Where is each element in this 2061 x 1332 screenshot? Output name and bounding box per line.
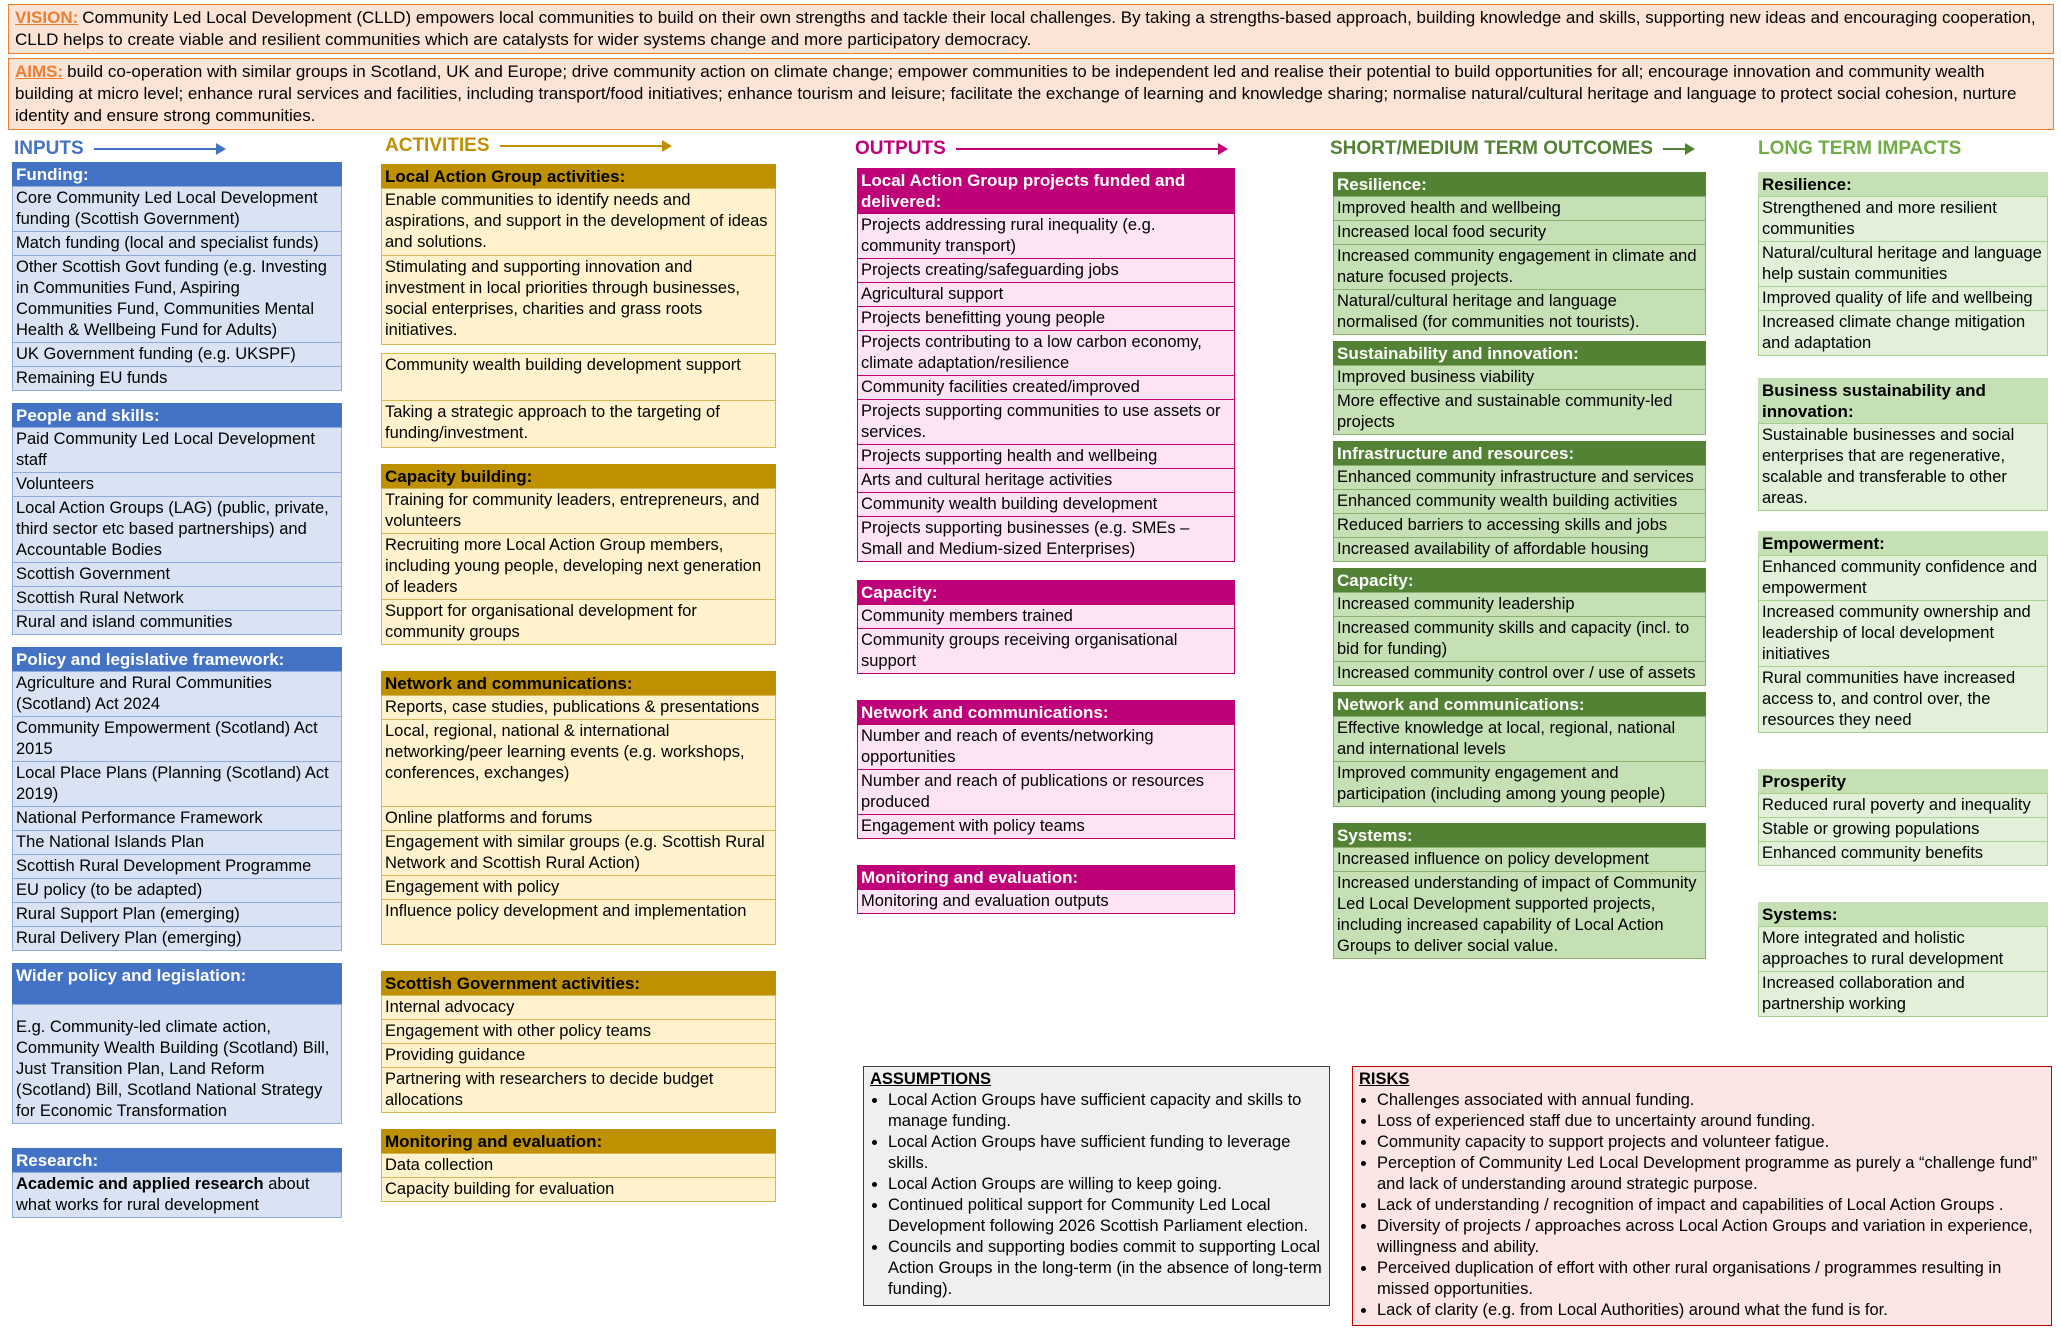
list-item: Increased community skills and capacity (incl. to bid for funding): [1333, 616, 1706, 662]
assumptions-title: ASSUMPTIONS: [870, 1070, 992, 1088]
aims-banner: [8, 58, 2054, 130]
outputs-column: [857, 168, 1235, 914]
section-title: Monitoring and evaluation:: [857, 865, 1235, 890]
list-item: Engagement with other policy teams: [381, 1019, 776, 1044]
list-item: [12, 1172, 342, 1218]
list-item: Projects addressing rural inequality (e.g. community transport): [857, 213, 1235, 259]
list-item: Community facilities created/improved: [857, 375, 1235, 400]
section-title: Local Action Group activities:: [381, 164, 776, 189]
list-item: Engagement with similar groups (e.g. Scottish Rural Network and Scottish Rural Action): [381, 830, 776, 876]
section-title: Scottish Government activities:: [381, 971, 776, 996]
list-item: Community groups receiving organisational support: [857, 628, 1235, 674]
list-item: Projects supporting businesses (e.g. SMEs – Small and Medium-sized Enterprises): [857, 516, 1235, 562]
outputs-projects-section: [857, 168, 1235, 562]
section-title: Systems:: [1333, 823, 1706, 848]
list-item: Increased community engagement in climate and nature focused projects.: [1333, 244, 1706, 290]
section-title: Resilience:: [1758, 172, 2048, 197]
list-item: Sustainable businesses and social enterprises that are regenerative, scalable and transferable to other areas.: [1758, 423, 2048, 511]
list-item: Stable or growing populations: [1758, 817, 2048, 842]
risks-box: [1352, 1066, 2052, 1326]
list-item: National Performance Framework: [12, 806, 342, 831]
list-item: Taking a strategic approach to the targeting of funding/investment.: [381, 400, 776, 448]
list-item: Natural/cultural heritage and language help sustain communities: [1758, 241, 2048, 287]
right-arrow-icon: [1663, 148, 1693, 150]
activities-heading: ACTIVITIES: [385, 135, 670, 157]
list-item: Online platforms and forums: [381, 806, 776, 831]
list-item: Projects supporting communities to use assets or services.: [857, 399, 1235, 445]
vision-banner: [8, 4, 2054, 54]
short-term-capacity-section: [1333, 568, 1706, 686]
inputs-column: [12, 162, 342, 1218]
list-item: • Perceived duplication of effort with other rural organisations / programmes resulting in missed opportunities.: [1377, 1258, 2045, 1300]
inputs-heading: INPUTS: [14, 138, 224, 160]
section-title: Capacity:: [1333, 568, 1706, 593]
list-item: Projects contributing to a low carbon economy, climate adaptation/resilience: [857, 330, 1235, 376]
list-item: Local Place Plans (Planning (Scotland) Act 2019): [12, 761, 342, 807]
list-item: Scottish Rural Development Programme: [12, 854, 342, 879]
list-item: Providing guidance: [381, 1043, 776, 1068]
vision-text: Community Led Local Development (CLLD) empowers local communities to build on their own strengths and tackle their local challenges. By taking a strengths-based approach, building knowledge and skills, supporting new ideas and encouraging cooperation, CLLD helps to create viable and resilient communities which are catalysts for wider systems change and more participatory democracy.: [15, 8, 2036, 49]
list-item: Increased community leadership: [1333, 592, 1706, 617]
list-item: Local Action Groups (LAG) (public, private, third sector etc based partnerships) and Accountable Bodies: [12, 496, 342, 563]
list-item: Match funding (local and specialist funds): [12, 231, 342, 256]
list-item: Volunteers: [12, 472, 342, 497]
section-title: Capacity:: [857, 580, 1235, 605]
right-arrow-icon: [94, 148, 224, 150]
long-term-systems-section: [1758, 902, 2048, 1017]
list-item: More effective and sustainable community-led projects: [1333, 389, 1706, 435]
list-item: Paid Community Led Local Development staff: [12, 427, 342, 473]
list-item: Projects benefitting young people: [857, 306, 1235, 331]
assumptions-box: [863, 1066, 1330, 1306]
section-title: Business sustainability and innovation:: [1758, 378, 2048, 424]
activities-sg-section: [381, 971, 776, 1113]
list-item: Training for community leaders, entrepreneurs, and volunteers: [381, 488, 776, 534]
section-title: Research:: [12, 1148, 342, 1173]
list-item: UK Government funding (e.g. UKSPF): [12, 342, 342, 367]
short-term-sustainability-section: [1333, 341, 1706, 435]
list-item: Enable communities to identify needs and aspirations, and support in the development of ideas and solutions.: [381, 188, 776, 256]
section-title: Infrastructure and resources:: [1333, 441, 1706, 466]
section-title: Policy and legislative framework:: [12, 647, 342, 672]
list-item: • Councils and supporting bodies commit to supporting Local Action Groups in the long-term (in the absence of long-term funding).: [888, 1237, 1323, 1300]
list-item: Increased community control over / use of assets: [1333, 661, 1706, 686]
outputs-network-section: [857, 700, 1235, 839]
list-item: Natural/cultural heritage and language normalised (for communities not tourists).: [1333, 289, 1706, 335]
list-item: Engagement with policy teams: [857, 814, 1235, 839]
activities-lag-section: [381, 164, 776, 448]
list-item: Stimulating and supporting innovation and investment in local priorities through businesses, social enterprises, charities and grass roots initiatives.: [381, 255, 776, 345]
list-item: Community wealth building development support: [381, 353, 776, 401]
long-term-resilience-section: [1758, 172, 2048, 356]
short-term-heading: SHORT/MEDIUM TERM OUTCOMES: [1330, 138, 1693, 160]
list-item: Community members trained: [857, 604, 1235, 629]
section-title: Sustainability and innovation:: [1333, 341, 1706, 366]
list-item: Increased collaboration and partnership working: [1758, 971, 2048, 1017]
list-item: Number and reach of publications or resources produced: [857, 769, 1235, 815]
list-item: Increased climate change mitigation and adaptation: [1758, 310, 2048, 356]
list-item: Other Scottish Govt funding (e.g. Investing in Communities Fund, Aspiring Communities Fund, Communities Mental Health & Wellbeing Fund for Adults): [12, 255, 342, 343]
list-item: Improved business viability: [1333, 365, 1706, 390]
list-item: Community Empowerment (Scotland) Act 2015: [12, 716, 342, 762]
list-item: Support for organisational development for community groups: [381, 599, 776, 645]
list-item: Enhanced community confidence and empowerment: [1758, 555, 2048, 601]
list-item: Enhanced community infrastructure and services: [1333, 465, 1706, 490]
list-item: Increased understanding of impact of Community Led Local Development supported projects, including increased capability of Local Action Groups to deliver social value.: [1333, 871, 1706, 959]
vision-label: VISION:: [15, 8, 79, 27]
long-term-heading: LONG TERM IMPACTS: [1758, 138, 1962, 159]
long-term-business-section: [1758, 378, 2048, 511]
list-item: Capacity building for evaluation: [381, 1177, 776, 1202]
inputs-research-section: [12, 1148, 342, 1218]
list-item: Increased availability of affordable housing: [1333, 537, 1706, 562]
short-term-infrastructure-section: [1333, 441, 1706, 562]
list-item: Number and reach of events/networking opportunities: [857, 724, 1235, 770]
inputs-wider-section: [12, 963, 342, 1124]
research-text: about what works for rural development: [16, 1175, 310, 1214]
short-term-column: [1333, 172, 1706, 959]
list-item: Agricultural support: [857, 282, 1235, 307]
section-title: Network and communications:: [857, 700, 1235, 725]
list-item: Rural Delivery Plan (emerging): [12, 926, 342, 951]
list-item: The National Islands Plan: [12, 830, 342, 855]
assumptions-list: [870, 1090, 1323, 1300]
list-item: Partnering with researchers to decide budget allocations: [381, 1067, 776, 1113]
long-term-prosperity-section: [1758, 769, 2048, 866]
list-item: Agriculture and Rural Communities (Scotland) Act 2024: [12, 671, 342, 717]
right-arrow-icon: [956, 148, 1226, 150]
list-item: Improved quality of life and wellbeing: [1758, 286, 2048, 311]
list-item: Influence policy development and implementation: [381, 899, 776, 945]
list-item: Rural Support Plan (emerging): [12, 902, 342, 927]
list-item: Reports, case studies, publications & presentations: [381, 695, 776, 720]
list-item: Reduced rural poverty and inequality: [1758, 793, 2048, 818]
list-item: Arts and cultural heritage activities: [857, 468, 1235, 493]
list-item: More integrated and holistic approaches to rural development: [1758, 926, 2048, 972]
list-item: Increased community ownership and leadership of local development initiatives: [1758, 600, 2048, 667]
long-term-column: [1758, 172, 2048, 1017]
list-item: Community wealth building development: [857, 492, 1235, 517]
list-item: E.g. Community-led climate action, Community Wealth Building (Scotland) Bill, Just Transition Plan, Land Reform (Scotland) Bill, Scotland National Strategy for Economic Transformation: [12, 1004, 342, 1124]
inputs-funding-section: [12, 162, 342, 391]
outputs-monitoring-section: [857, 865, 1235, 914]
list-item: Scottish Government: [12, 562, 342, 587]
right-arrow-icon: [500, 145, 670, 147]
list-item: Projects supporting health and wellbeing: [857, 444, 1235, 469]
risks-list: [1359, 1090, 2045, 1321]
inputs-people-section: [12, 403, 342, 635]
section-title: Prosperity: [1758, 769, 2048, 794]
short-term-resilience-section: [1333, 172, 1706, 335]
list-item: • Lack of understanding / recognition of impact and capabilities of Local Action Groups .: [1377, 1195, 2045, 1216]
list-item: Monitoring and evaluation outputs: [857, 889, 1235, 914]
list-item: Local, regional, national & international networking/peer learning events (e.g. workshops, conferences, exchanges): [381, 719, 776, 807]
section-title: Resilience:: [1333, 172, 1706, 197]
inputs-policy-section: [12, 647, 342, 951]
list-item: Effective knowledge at local, regional, national and international levels: [1333, 716, 1706, 762]
list-item: Scottish Rural Network: [12, 586, 342, 611]
risks-title: RISKS: [1359, 1070, 1410, 1088]
section-title: Funding:: [12, 162, 342, 187]
list-item: Strengthened and more resilient communities: [1758, 196, 2048, 242]
long-term-empowerment-section: [1758, 531, 2048, 733]
activities-capacity-section: [381, 464, 776, 645]
list-item: Increased influence on policy development: [1333, 847, 1706, 872]
list-item: • Perception of Community Led Local Development programme as purely a “challenge fund” and lack of understanding around strategic purpose.: [1377, 1153, 2045, 1195]
section-title: Empowerment:: [1758, 531, 2048, 556]
list-item: Data collection: [381, 1153, 776, 1178]
list-item: Enhanced community benefits: [1758, 841, 2048, 866]
list-item: • Lack of clarity (e.g. from Local Authorities) around what the fund is for.: [1377, 1300, 2045, 1321]
list-item: Internal advocacy: [381, 995, 776, 1020]
list-item: • Local Action Groups have sufficient capacity and skills to manage funding.: [888, 1090, 1323, 1132]
aims-text: build co-operation with similar groups in Scotland, UK and Europe; drive community action on climate change; empower communities to be independent led and realise their potential to build opportunities for all; encourage innovation and community wealth building at micro level; enhance rural services and facilities, including transport/food initiatives; enhance tourism and leisure; facilitate the exchange of learning and knowledge sharing; normalise natural/cultural heritage and language to protect social cohesion, nurture identity and ensure strong communities.: [15, 62, 2017, 125]
list-item: • Continued political support for Community Led Local Development following 2026 Scottish Parliament election.: [888, 1195, 1323, 1237]
activities-column: [381, 164, 776, 1202]
list-item: • Diversity of projects / approaches across Local Action Groups and variation in experience, willingness and ability.: [1377, 1216, 2045, 1258]
list-item: • Community capacity to support projects and volunteer fatigue.: [1377, 1132, 2045, 1153]
aims-label: AIMS:: [15, 62, 64, 81]
list-item: Improved community engagement and participation (including among young people): [1333, 761, 1706, 807]
list-item: Engagement with policy: [381, 875, 776, 900]
short-term-systems-section: [1333, 823, 1706, 959]
list-item: EU policy (to be adapted): [12, 878, 342, 903]
list-item: • Loss of experienced staff due to uncertainty around funding.: [1377, 1111, 2045, 1132]
list-item: Rural communities have increased access to, and control over, the resources they need: [1758, 666, 2048, 733]
list-item: Core Community Led Local Development funding (Scottish Government): [12, 186, 342, 232]
list-item: Rural and island communities: [12, 610, 342, 635]
list-item: Reduced barriers to accessing skills and jobs: [1333, 513, 1706, 538]
list-item: Increased local food security: [1333, 220, 1706, 245]
section-title: Monitoring and evaluation:: [381, 1129, 776, 1154]
list-item: Improved health and wellbeing: [1333, 196, 1706, 221]
list-item: Enhanced community wealth building activities: [1333, 489, 1706, 514]
outputs-heading: OUTPUTS: [855, 138, 1226, 160]
section-title: Network and communications:: [381, 671, 776, 696]
short-term-network-section: [1333, 692, 1706, 807]
research-bold-text: Academic and applied research: [16, 1175, 264, 1193]
section-title: Systems:: [1758, 902, 2048, 927]
activities-monitoring-section: [381, 1129, 776, 1202]
section-title: Local Action Group projects funded and delivered:: [857, 168, 1235, 214]
section-title: Network and communications:: [1333, 692, 1706, 717]
list-item: Remaining EU funds: [12, 366, 342, 391]
section-title: Wider policy and legislation:: [12, 963, 342, 1005]
outputs-capacity-section: [857, 580, 1235, 674]
list-item: • Local Action Groups have sufficient funding to leverage skills.: [888, 1132, 1323, 1174]
list-item: Recruiting more Local Action Group members, including young people, developing next generation of leaders: [381, 533, 776, 600]
section-title: People and skills:: [12, 403, 342, 428]
list-item: • Challenges associated with annual funding.: [1377, 1090, 2045, 1111]
activities-network-section: [381, 671, 776, 945]
list-item: • Local Action Groups are willing to keep going.: [888, 1174, 1323, 1195]
section-title: Capacity building:: [381, 464, 776, 489]
list-item: Projects creating/safeguarding jobs: [857, 258, 1235, 283]
